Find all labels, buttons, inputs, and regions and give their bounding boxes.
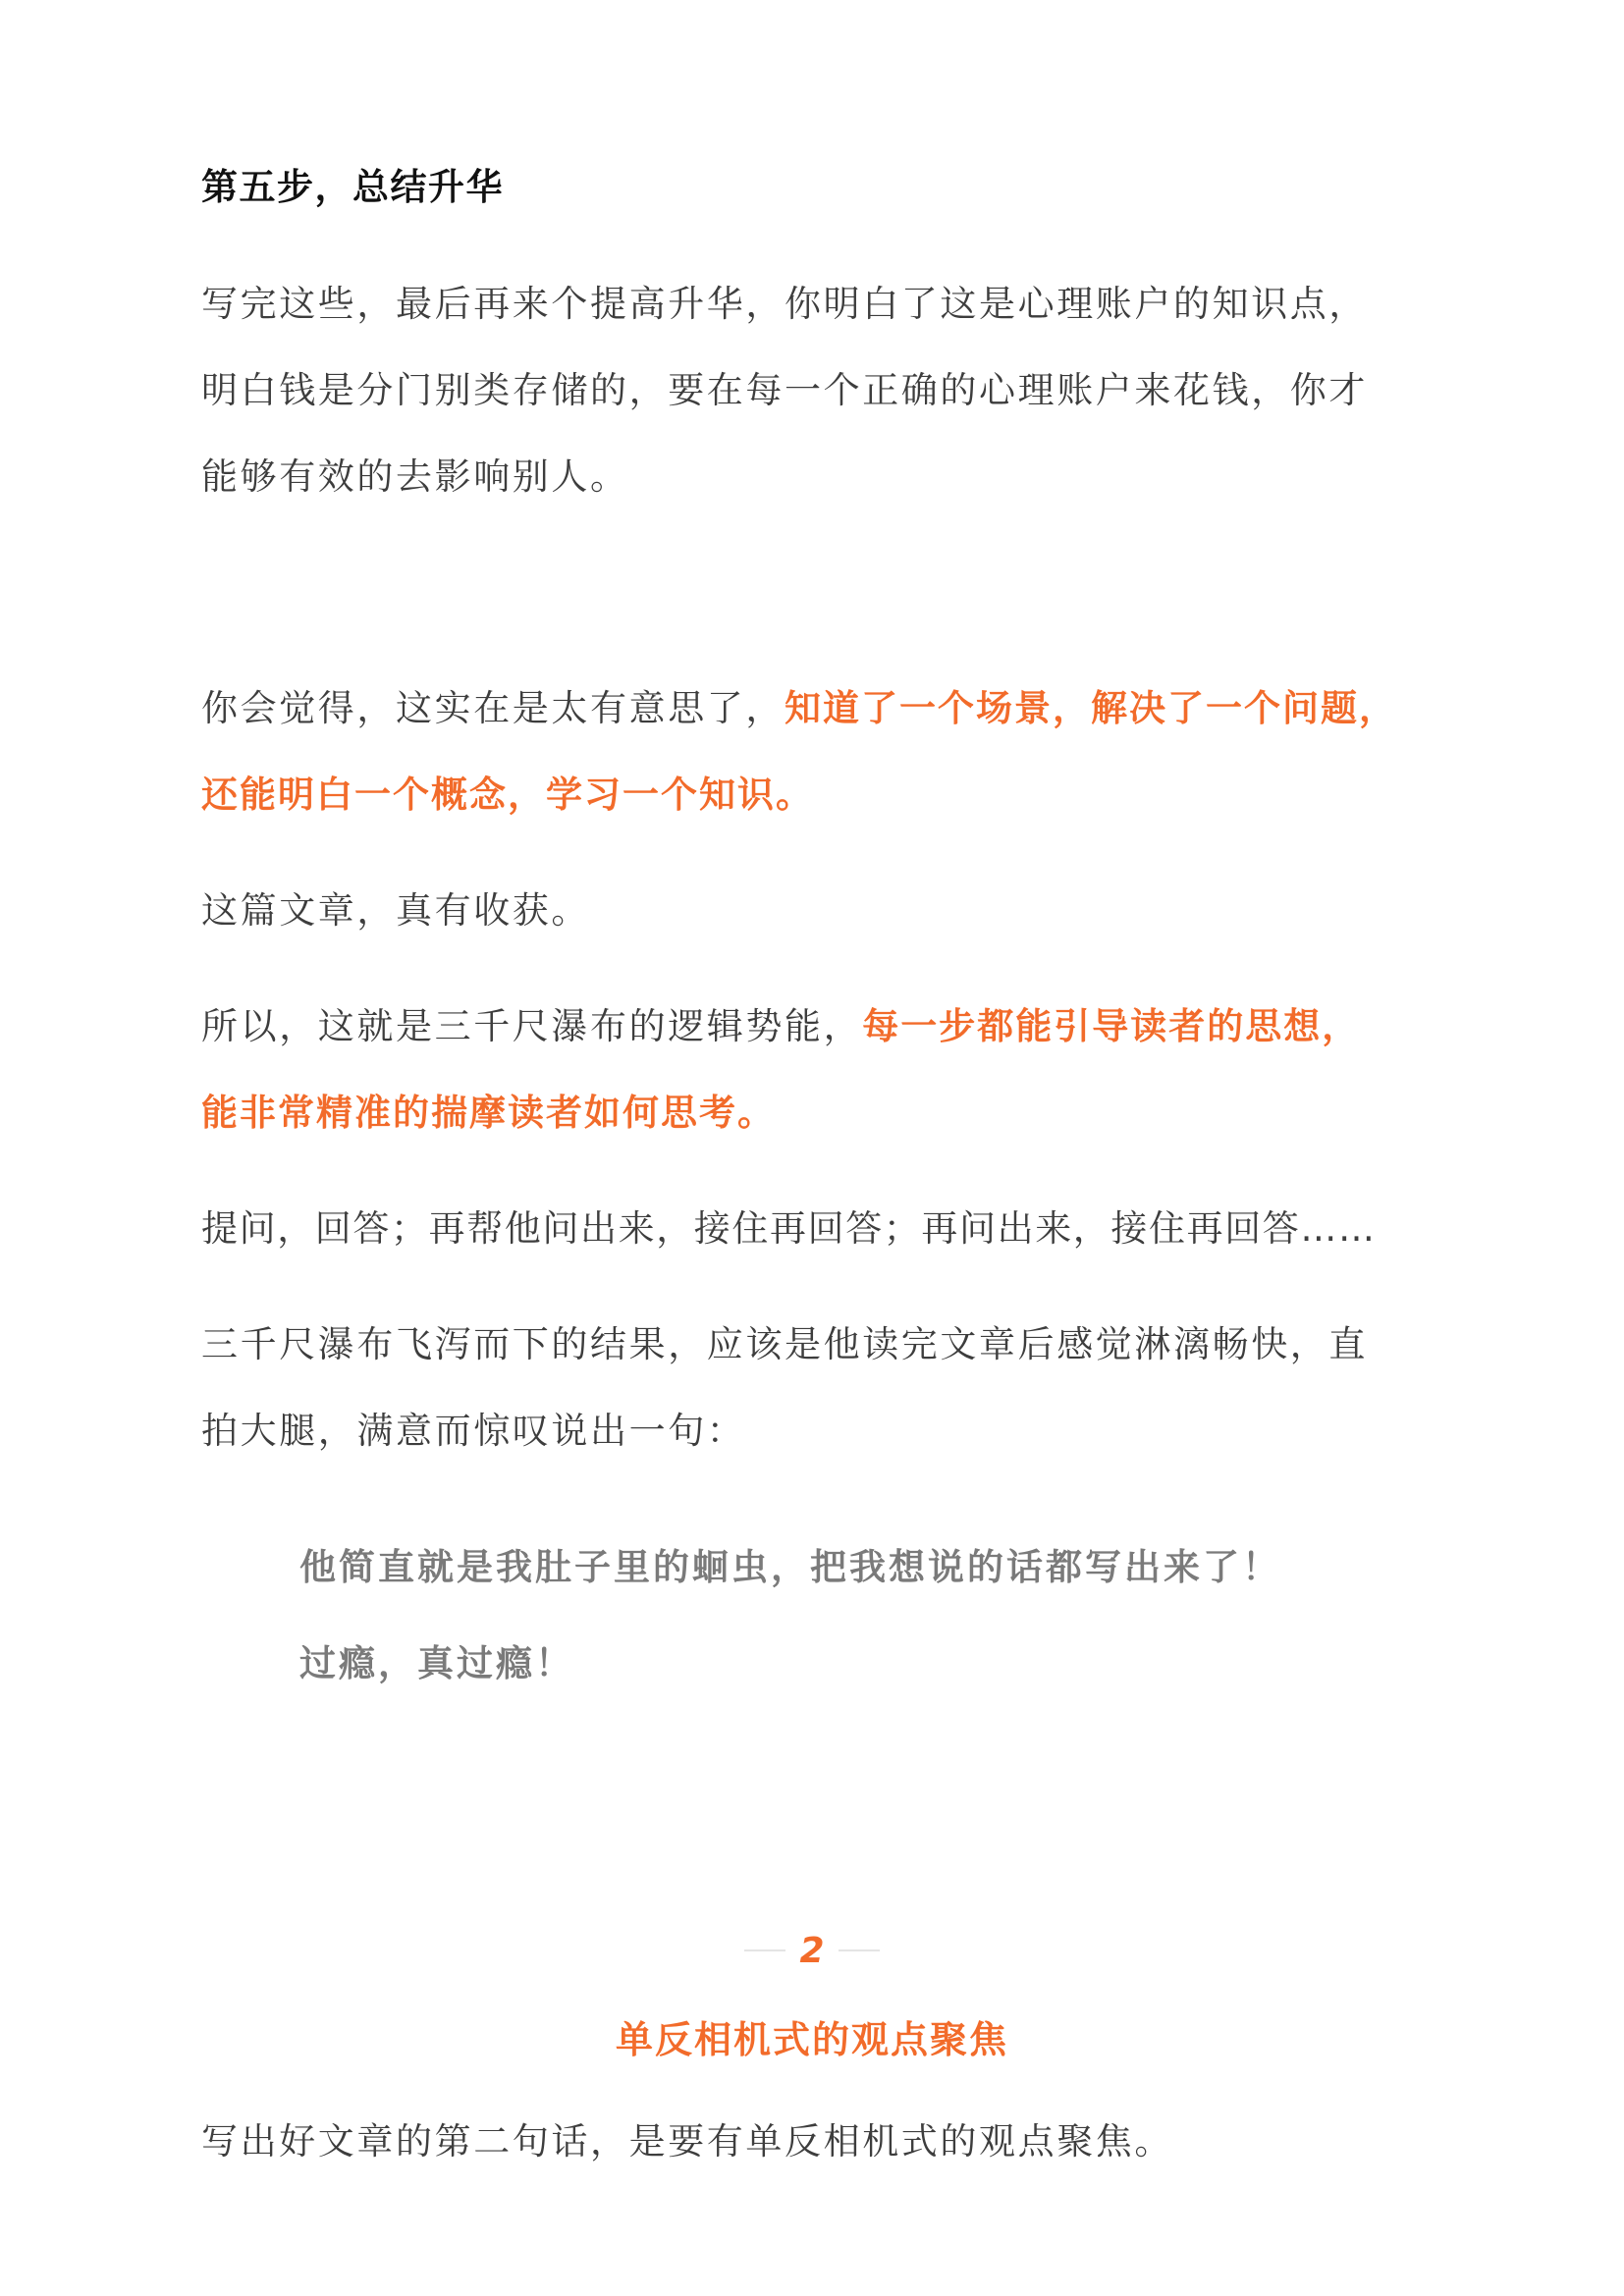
- section-number: 2: [799, 1930, 825, 1971]
- paragraph-line: 提问，回答；再帮他问出来，接住再回答；再问出来，接住再回答……: [201, 1207, 1377, 1250]
- paragraph-line: 这篇文章，真有收获。: [201, 889, 590, 932]
- section-number-marker: [0, 1926, 1624, 1975]
- quote-line: 过瘾，真过瘾！: [299, 1642, 574, 1684]
- paragraph-line: 能够有效的去影响别人。: [201, 455, 629, 498]
- quote-line: 他简直就是我肚子里的蛔虫，把我想说的话都写出来了！: [299, 1546, 1281, 1588]
- divider-right: [839, 1949, 880, 1951]
- paragraph-line: 三千尺瀑布飞泻而下的结果，应该是他读完文章后感觉淋漓畅快，直: [201, 1323, 1368, 1365]
- highlight-text: 每一步都能引导读者的思想，: [862, 1005, 1361, 1047]
- highlight-line: 还能明白一个概念，学习一个知识。: [201, 774, 814, 816]
- paragraph-line: 明白钱是分门别类存储的，要在每一个正确的心理账户来花钱，你才: [201, 369, 1368, 411]
- highlight-line: 能非常精准的揣摩读者如何思考。: [201, 1092, 776, 1134]
- section-title: 单反相机式的观点聚焦: [615, 2018, 1008, 2061]
- step-heading: 第五步，总结升华: [201, 166, 504, 208]
- paragraph-line: 写出好文章的第二句话，是要有单反相机式的观点聚焦。: [201, 2120, 1173, 2163]
- divider-left: [744, 1949, 785, 1951]
- paragraph-line: 写完这些，最后再来个提高升华，你明白了这是心理账户的知识点，: [201, 283, 1368, 325]
- highlight-text: 知道了一个场景，解决了一个问题，: [785, 687, 1397, 729]
- paragraph-line: 拍大腿，满意而惊叹说出一句：: [201, 1410, 746, 1452]
- paragraph-line: [201, 683, 1397, 734]
- plain-text: 你会觉得，这实在是太有意思了，: [201, 687, 785, 729]
- paragraph-line: [201, 1001, 1360, 1052]
- plain-text: 所以，这就是三千尺瀑布的逻辑势能，: [201, 1005, 863, 1047]
